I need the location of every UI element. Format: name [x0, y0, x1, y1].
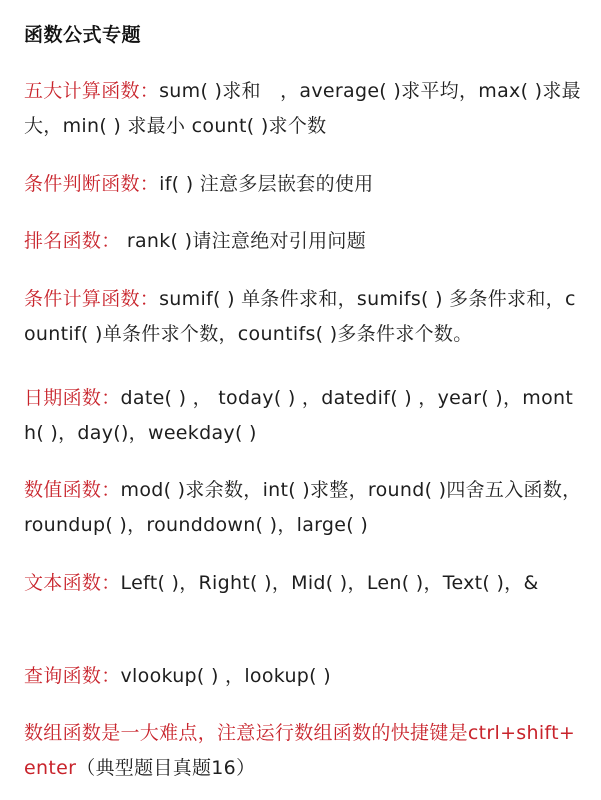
section-label: 条件计算函数：: [24, 288, 160, 310]
section-text-functions: [24, 566, 584, 601]
array-note-reference: （典型题目真题16）: [76, 757, 256, 779]
section-conditional-calc-functions: [24, 282, 584, 352]
page-title: 函数公式专题: [24, 24, 142, 46]
section-label: 查询函数：: [24, 665, 121, 687]
section-label: 排名函数：: [24, 230, 121, 252]
section-text: date( ) ， today( ) ，datedif( ) ，year( )，month( )，day()，weekday( ): [24, 387, 574, 444]
section-text: sumif( ) 单条件求和，sumifs( ) 多条件求和，countif( )单条件求个数，countifs( )多条件求个数。: [24, 288, 576, 345]
section-text: vlookup( ) ，lookup( ): [120, 665, 331, 687]
section-date-functions: [24, 381, 584, 451]
section-text: rank( )请注意绝对引用问题: [120, 230, 367, 252]
section-text: Left( )，Right( )，Mid( )，Len( )，Text( )，&: [120, 572, 539, 594]
section-label: 日期函数：: [24, 387, 121, 409]
section-text: sum( )求和 ，average( )求平均，max( )求最大，min( ) 求最小 count( )求个数: [24, 80, 581, 137]
section-lookup-functions: [24, 659, 584, 694]
section-label: 五大计算函数：: [24, 80, 160, 102]
section-condition-functions: [24, 167, 584, 202]
section-label: 文本函数：: [24, 572, 121, 594]
section-array-functions-note: [24, 716, 584, 786]
section-calc-functions: [24, 74, 584, 144]
section-number-functions: [24, 473, 584, 543]
section-label: 数值函数：: [24, 479, 121, 501]
array-note-text: 数组函数是一大难点，注意运行数组函数的快捷键是ctrl+shift+enter: [24, 722, 576, 779]
section-rank-functions: [24, 224, 584, 259]
section-text: if( ) 注意多层嵌套的使用: [159, 173, 374, 195]
section-text: mod( )求余数，int( )求整，round( )四舍五入函数，roundup( )，rounddown( )，large( ): [24, 479, 582, 536]
section-label: 条件判断函数：: [24, 173, 160, 195]
